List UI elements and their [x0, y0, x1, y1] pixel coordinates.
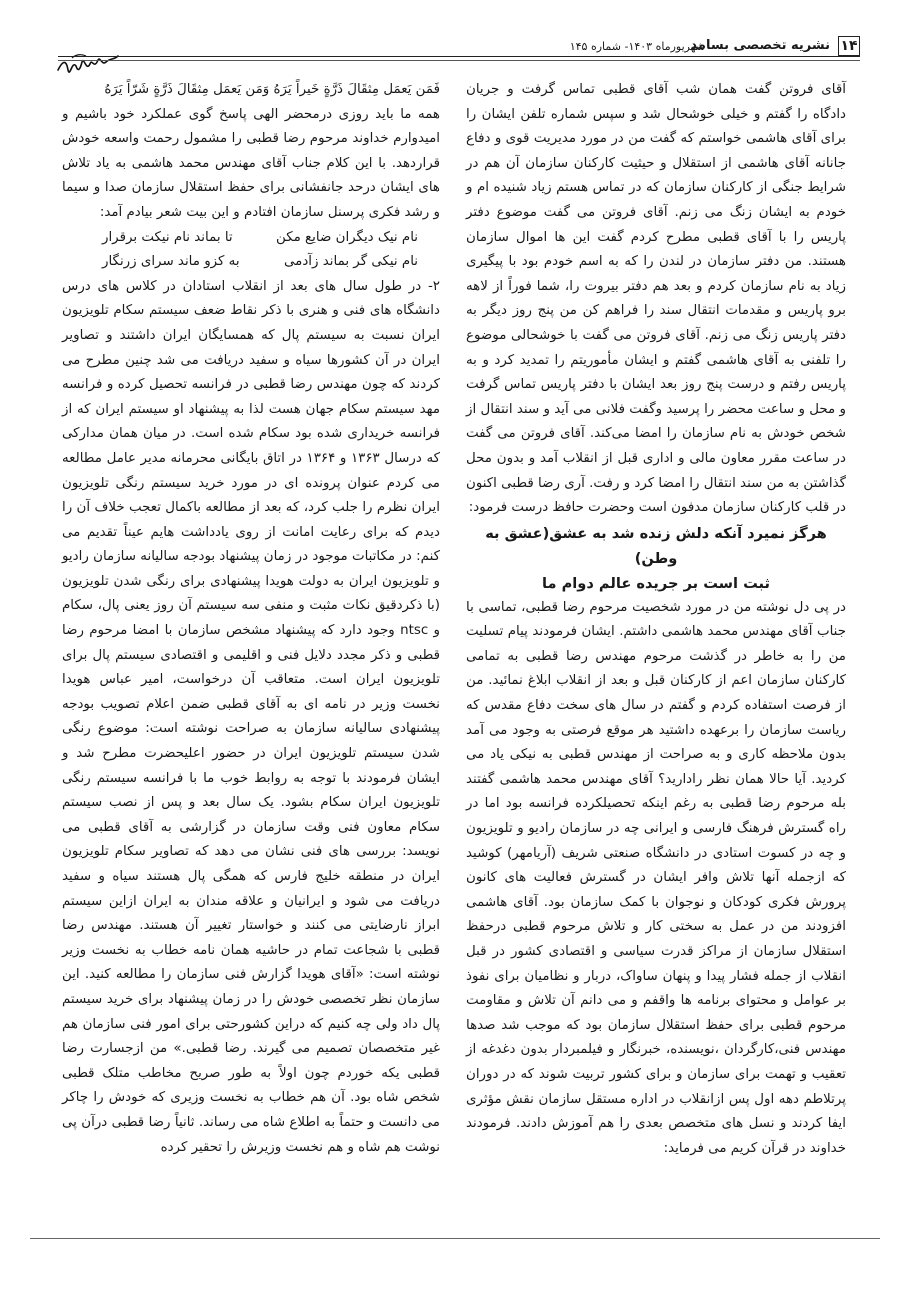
poem-line-2	[62, 250, 440, 275]
publication-title: نشریه تخصصی بسامد	[690, 38, 830, 53]
quran-verse: فَمَن یَعمَل مِثقَالَ ذَرَّةٍ خَیراً یَرَهُ وَمَن یَعمَل مِثقَالَ ذَرَّةٍ شَرّاً یَرَهُ	[104, 82, 440, 97]
footer-rule	[30, 1238, 880, 1239]
left-column	[62, 78, 440, 1160]
poem-line-2-second: به کزو ماند سرای زرنگار	[102, 254, 240, 270]
poem-line-1-first: نام نیک دیگران ضایع مکن	[276, 229, 418, 245]
poem-heading-line-2: ثبت است بر جریده عالم دوام ما	[542, 574, 770, 592]
poem-line-1	[62, 226, 440, 251]
poem-heading-line-1: هرگز نمیرد آنکه دلش زنده شد به عشق(عشق به وطن)	[485, 524, 827, 567]
header-rule	[58, 56, 860, 57]
header-rule-thin	[58, 60, 860, 61]
right-column	[466, 78, 846, 1161]
right-paragraph-2: در پی دل نوشته من در مورد شخصیت مرحوم رضا قطبی، تماسی با جناب آقای مهندس محمد هاشمی داشتم. ایشان فرمودند پیام تسلیت من را به خاطر در گذشت مرحوم مهندس رضا قطبی به تمامی کارکنان سازمان اعم از کارکنان قبل و بعد از انقلاب ابلاغ نمائید. من از فرصت استفاده کردم و گفتم در سال های سخت دفاع مقدس که ریاست سازمان را برعهده داشتید هر موقع فرصتی به وجود می آمد بدون ملاحظه کاری و به صراحت از مهندس قطبی به نیکی یاد می کردید. آیا حالا همان نظر رادارید؟ آقای مهندس محمد هاشمی گفتند بله مرحوم رضا قطبی به رغم اینکه تحصیلکرده فرانسه بود اما در راه گسترش فرهنگ فارسی و ایرانی چه در سازمان رادیو و تلویزیون و چه در کسوت استادی در دانشگاه صنعتی شریف (آریامهر) کوشید که ازجمله آنها تلاش وافر ایشان در گسترش فعالیت های کانون پرورش فکری کودکان و نوجوان با کمک سازمان بود. آقای هاشمی افزودند من در عمل به سختی کار و تلاش مرحوم قطبی درحفظ استقلال سازمان از مراکز قدرت سیاسی و اقتصادی کشور در قبل انقلاب از جمله فشار پیدا و پنهان ساواک، دربار و نظامیان برای نفوذ بر عوامل و محتوای برنامه ها واقفم و می دانم آن تلاش و مقاومت مرحوم قطبی برای حفظ استقلال سازمان بود که موجب شد صدها مهندس فنی،کارگردان ،نویسنده، خبرنگار و فیلمبردار بدون دغدغه از تعقیب و تهمت برای سازمان و برای کشور تربیت شوند که در دوران پرتلاطم دهه اول پس ازانقلاب در اداره مستقل سازمان نقش مؤثری ایفا کردند و نسل های متخصص بعدی را هم آموزش دادند. فرمودند خداوند در قرآن کریم می فرماید:	[466, 599, 846, 1156]
poem-line-1-second: تا بماند نام نیکت برقرار	[102, 229, 233, 245]
poem-line-2-first: نام نیکی گر بماند زآدمی	[284, 254, 418, 270]
left-paragraph-2: ۲- در طول سال های بعد از انقلاب استادان در کلاس های درس دانشگاه های فنی و هنری با ذکر نقاط ضعف سیستم سکام تلویزیون ایران نسبت به سیستم پال که همسایگان ایران داشتند و تصاویر ایران در آن کشورها سیاه و سفید دریافت می شد چنین مطرح می کردند که چون مهندس رضا قطبی در فرانسه تحصیل کرده و فرانسه مهد سیستم سکام جهان هست لذا به پیشنهاد او سیستم ایران که از فرانسه خریداری شده بود سکام شده است. در میان همان مدارکی که درسال ۱۳۶۳ و ۱۳۶۴ در اتاق بایگانی محرمانه مدیر عامل مطالعه می کردم عنوان پرونده ای در مورد خرید سیستم رنگی تلویزیون ایران نظرم را جلب کرد، که بعد از مطالعه باکمال تعجب خلاف آن را دیدم که برای رعایت امانت از روی یادداشت هایم عیناً تقدیم می کنم: در مکاتبات موجود در زمان پیشنهاد بودجه سالیانه سازمان رادیو و تلویزیون ایران به دولت هویدا پیشنهادی برای رنگی شدن تلویزیون (با ذکردقیق نکات مثبت و منفی سه سیستم آن روز یعنی پال، سکام و ntsc وجود دارد که پیشنهاد مشخص سازمان با امضا مرحوم رضا قطبی و ذکر مجدد دلایل فنی و اقلیمی و اقتصادی سیستم پال برای تلویزیون ایران است. متعاقب آن درخواست، امیر عباس هویدا نخست وزیر در نامه ای به آقای قطبی ضمن اعلام تصویب بودجه پیشنهادی سالیانه سازمان به صراحت نوشته است: موضوع رنگی شدن سیستم تلویزیون ایران در حضور اعلیحضرت مطرح شد و ایشان فرمودند با توجه به روابط خوب ما با فرانسه سیستم رنگی تلویزیون ایران سکام بشود. یک سال بعد و پس از نصب سیستم سکام معاون فنی وقت سازمان در گزارشی به آقای قطبی می نویسد: بررسی های فنی نشان می دهد که تصاویر سکام تلویزیون ایران در منطقه خلیج فارس که همگی پال هستند سیاه و سفید دریافت می شود و ایرانیان و علاقه مندان به ایران ازاین سیستم ابراز نارضایتی می کنند و خواستار تغییر آن هستند. مهندس رضا قطبی با شجاعت تمام در حاشیه همان نامه خطاب به نخست وزیر نوشته است: «آقای هویدا گزارش فنی سازمان را مطالعه کنید. این سازمان نظر تخصصی خودش را در زمان پیشنهاد برای خرید سیستم پال داد ولی چه کنیم که دراین کشورحتی برای امور فنی سازمان هم غیر متخصصان تصمیم می گیرند. رضا قطبی.» من ازجسارت رضا قطبی یکه خوردم چون اولاً به طور صریح مخاطب متلک قطبی شخص شاه بود. آن هم خطاب به نخست وزیری که خودش را چاکر می دانست و حتماً به اطلاع شاه می رساند. ثانیاً رضا قطبی درآن پی نوشت هم شاه و هم نخست وزیرش را تحقیر کرده	[62, 278, 440, 1155]
page-number: ۱۴	[838, 36, 860, 56]
issue-info: شهریورماه ۱۴۰۳- شماره ۱۴۵	[569, 40, 705, 53]
right-paragraph-1: آقای فروتن گفت همان شب آقای قطبی تماس گرفت و جریان دادگاه را گفتم و خیلی خوشحال شد و سپس شماره تلفن ایشان را برای آقای هاشمی خواستم که گفت من در مورد مدیریت قوی و دفاع جانانه آقای هاشمی از استقلال و حیثیت کارکنان سازمان آن هم در شرایط جنگی از کارکنان سازمان که در تماس هستم زیاد شنیده ام و خودم به ایشان زنگ می زنم. آقای فروتن می گفت موضوع دفتر پاریس را با آقای قطبی مطرح کردم گفت این ها اموال سازمان هستند. من دفتر سازمان در لندن را که به اسم خودم بود با پیگیری زیاد به نام سازمان کردم و بعد هم دفتر بیروت را، شما فوراً از لاهه برو پاریس و مقدمات انتقال سند را فراهم کن من پنج روز دیگر به دفتر پاریس زنگ می زنم. آقای فروتن می گفت با خوشحالی موضوع را تلفنی به آقای هاشمی گفتم و ایشان مأموریتم را تمدید کرد و به پاریس رفتم و درست پنج روز بعد ایشان با دفتر پاریس تماس گرفت و محل و ساعت محضر را پرسید وگفت فلانی می آید و سند انتقال از شخص خودش به نام سازمان را امضا می‌کند. آقای فروتن می گفت در ساعت مقرر معاون مالی و اداری قبل از انقلاب آمد و بدون محل گذاشتن به من سند انتقال را امضا کرد و رفت. آری رضا قطبی اکنون در قلب کارکنان سازمان مدفون است وحضرت حافظ درست فرمود:	[466, 82, 846, 516]
left-paragraph-1: همه ما باید روزی درمحضر الهی پاسخ گوی عملکرد خود باشیم و امیدوارم خداوند مرحوم رضا قطبی را مشمول رحمت واسعه خودش قراردهد. با این کلام جناب آقای مهندس محمد هاشمی به یاد تلاش های ایشان درحد جانفشانی برای حفظ استقلال سازمان صدا و سیما و رشد فکری پرسنل سازمان افتادم و این بیت شعر بیادم آمد:	[62, 106, 440, 220]
